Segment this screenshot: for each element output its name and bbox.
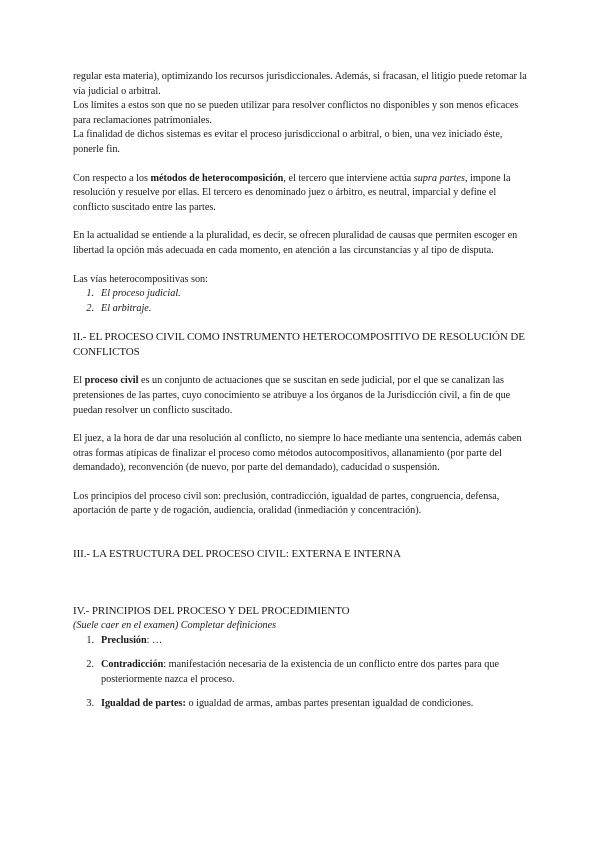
proceso-civil-definition	[73, 374, 528, 418]
list-item	[73, 287, 528, 302]
hetero-mid: , el tercero que interviene actúa	[283, 172, 414, 184]
hetero-pre: Con respecto a los	[73, 172, 151, 184]
list-item	[73, 302, 528, 317]
list-text: El arbitraje.	[101, 302, 152, 314]
definition-term: Preclusión	[101, 634, 147, 646]
vias-intro: Las vías heterocompositivas son:	[73, 273, 208, 285]
list-item	[73, 634, 528, 649]
vias-list	[73, 287, 528, 316]
list-item	[73, 658, 528, 687]
list-text: El proceso judicial.	[101, 288, 181, 300]
principios-definitions-list	[73, 634, 528, 712]
definition-text: o igualdad de armas, ambas partes presentan igualdad de condiciones.	[185, 698, 474, 710]
list-number: 2.	[86, 659, 94, 671]
principios-paragraph: Los principios del proceso civil son: preclusión, contradicción, igualdad de partes, congruencia, defensa, aportación de parte y de rogación, audiencia, oralidad (inmediación y concentración).	[73, 490, 500, 517]
list-number: 1.	[86, 634, 94, 646]
section-4-note: (Suele caer en el examen) Completar definiciones	[73, 620, 277, 632]
hetero-bold-term: métodos de heterocomposición	[150, 172, 284, 184]
section-2-heading: II.- EL PROCESO CIVIL COMO INSTRUMENTO HETEROCOMPOSITIVO DE RESOLUCIÓN DE CONFLICTOS	[73, 331, 525, 359]
section-3-heading: III.- LA ESTRUCTURA DEL PROCESO CIVIL: EXTERNA E INTERNA	[73, 548, 401, 561]
list-number: 1.	[86, 288, 94, 300]
intro-paragraph-3: La finalidad de dichos sistemas es evitar el proceso jurisdiccional o arbitral, o bien, una vez iniciado éste, ponerle fin.	[73, 129, 503, 155]
intro-paragraph-2: Los límites a estos son que no se pueden utilizar para resolver conflictos no disponibles y son menos eficaces para reclamaciones patrimoniales.	[73, 100, 519, 126]
list-item	[73, 697, 528, 712]
hetero-italic-term: supra partes	[413, 172, 465, 184]
heterocomposicion-paragraph	[73, 172, 528, 216]
definition-term: Igualdad de partes:	[101, 698, 186, 710]
list-number: 3.	[86, 698, 94, 710]
definition-text: : manifestación necesaria de la existencia de un conflicto entre dos partes para que posteriormente nazca el proceso.	[101, 659, 500, 685]
pluralidad-paragraph: En la actualidad se entiende a la pluralidad, es decir, se ofrecen pluralidad de causas que permiten escoger en libertad la opción más adecuada en cada momento, en atención a las circunstancias y al tipo de disputa.	[73, 230, 518, 256]
list-number: 2.	[86, 302, 94, 314]
juez-paragraph: El juez, a la hora de dar una resolución al conflicto, no siempre lo hace mediante una sentencia, además caben otras formas atípicas de finalizar el proceso como métodos autocompositivos, allanamiento (por parte del demandado), reconvención (de nuevo, por parte del demandado), caducidad o suspensión.	[73, 433, 522, 474]
section-4-heading: IV.- PRINCIPIOS DEL PROCESO Y DEL PROCEDIMIENTO	[73, 605, 350, 618]
def-post: es un conjunto de actuaciones que se suscitan en sede judicial, por el que se canalizan las pretensiones de las partes, cuyo conocimiento se atribuye a los órganos de la Jurisdicción civil, a fin de que puedan resolver un conflicto suscitado.	[73, 375, 511, 416]
intro-paragraph-1: regular esta materia), optimizando los recursos jurisdiccionales. Además, si fracasan, el litigio puede retomar la vía judicial o arbitral.	[73, 71, 527, 97]
definition-term: Contradicción	[101, 659, 164, 671]
def-bold-term: proceso civil	[84, 375, 139, 387]
definition-text: : …	[146, 634, 163, 646]
hetero-post: , impone la resolución y resuelve por ellas. El tercero es denominado juez o árbitro, es neutral, imparcial y define el conflicto suscitado entre las partes.	[73, 172, 511, 213]
def-pre: El	[73, 375, 85, 387]
